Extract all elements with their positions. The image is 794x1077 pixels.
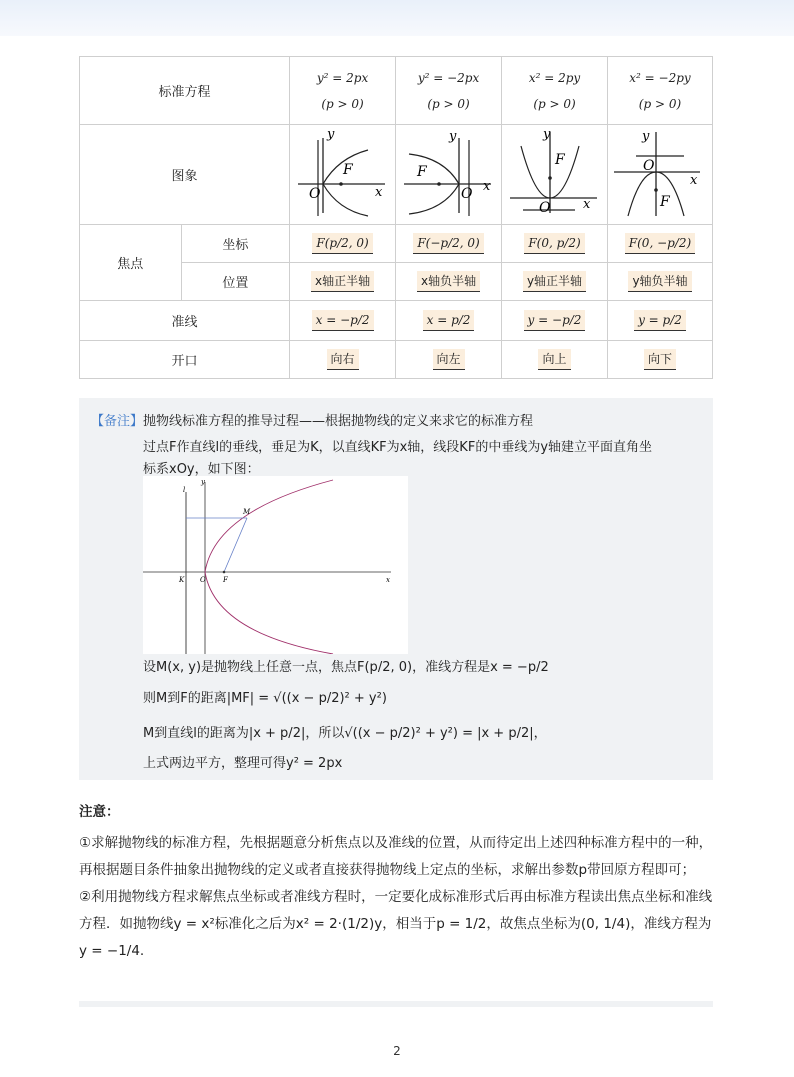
row-label-directrix: 准线 [80, 301, 290, 341]
table-row [80, 225, 713, 263]
cell-axis: x轴负半轴 [396, 263, 502, 301]
row-label-opening: 开口 [80, 341, 290, 379]
note-line: 过点F作直线l的垂线，垂足为K，以直线KF为x轴，线段KF的中垂线为y轴建立平面直角坐 [143, 440, 653, 455]
table-row [80, 125, 713, 225]
cell-focus: F(0, p/2) [502, 225, 608, 263]
cell-directrix: y = p/2 [607, 301, 712, 341]
cell-opening: 向右 [290, 341, 396, 379]
svg-text:l: l [183, 486, 186, 494]
note-line: 标系xOy，如下图： [143, 462, 260, 477]
derivation-graph [143, 476, 408, 654]
svg-text:y: y [326, 127, 334, 142]
cell-axis: x轴正半轴 [290, 263, 396, 301]
svg-text:x: x [374, 184, 382, 200]
cell-opening: 向左 [396, 341, 502, 379]
cell-directrix: x = p/2 [396, 301, 502, 341]
table-row [80, 57, 713, 125]
svg-text:x: x [582, 196, 590, 212]
header-band [0, 0, 794, 36]
svg-text:F: F [416, 163, 427, 180]
cell-focus: F(0, −p/2) [607, 225, 712, 263]
parabola-right-graph [293, 128, 393, 218]
note-line: 抛物线标准方程的推导过程——根据抛物线的定义来求它的标准方程 [143, 414, 534, 429]
svg-text:O: O [308, 185, 321, 202]
graph-left-opening [396, 125, 502, 225]
note-line: 则M到F的距离|MF| = √((x − p/2)² + y²) [143, 691, 387, 706]
note-line: 上式两边平方，整理可得y² = 2px [143, 756, 343, 771]
svg-text:x: x [689, 172, 698, 188]
svg-text:y: y [542, 127, 550, 142]
footer-band [79, 1001, 713, 1007]
row-label-standard-eq: 标准方程 [80, 57, 290, 125]
parabola-standard-table [79, 56, 713, 379]
cell-directrix: y = −p/2 [502, 301, 608, 341]
cell-eq: x² = 2py (p > 0) [502, 57, 608, 125]
cell-opening: 向下 [607, 341, 712, 379]
svg-text:O: O [460, 185, 473, 202]
note-line: M到直线l的距离为|x + p/2|，所以√((x − p/2)² + y²) = |x + p/2|， [143, 726, 547, 741]
svg-text:O: O [538, 199, 550, 216]
parabola-left-graph [399, 128, 499, 218]
cell-eq: y² = 2px (p > 0) [290, 57, 396, 125]
note-line: 设M(x, y)是抛物线上任意一点，焦点F(p/2, 0)，准线方程是x = −p/2 [143, 660, 549, 675]
row-label-position: 位置 [181, 263, 290, 301]
svg-text:O: O [200, 576, 206, 584]
svg-text:F: F [659, 193, 670, 210]
svg-text:x: x [386, 576, 390, 584]
cell-axis: y轴负半轴 [607, 263, 712, 301]
graph-right-opening [290, 125, 396, 225]
svg-text:F: F [223, 576, 228, 584]
row-label-graph: 图象 [80, 125, 290, 225]
cell-eq: x² = −2py (p > 0) [607, 57, 712, 125]
graph-down-opening [607, 125, 712, 225]
attention-paragraph: ②利用抛物线方程求解焦点坐标或者准线方程时，一定要化成标准形式后再由标准方程读出焦点坐标和准线方程．如抛物线y = x²标准化之后为x² = 2·(1/2)y，相当于p = 1/2，故焦点坐标为(0, 1/4)，准线方程为y = −1/4. [79, 889, 713, 959]
svg-text:O: O [642, 157, 655, 174]
attention-section [79, 800, 713, 965]
parabola-up-graph [505, 128, 605, 218]
svg-text:F: F [342, 161, 353, 178]
svg-text:y: y [448, 128, 456, 144]
attention-title: 注意： [79, 804, 120, 820]
table-row [80, 301, 713, 341]
svg-text:F: F [554, 151, 565, 168]
cell-directrix: x = −p/2 [290, 301, 396, 341]
cell-focus: F(−p/2, 0) [396, 225, 502, 263]
page-number: 2 [393, 1044, 401, 1058]
svg-text:y: y [641, 128, 650, 144]
row-label-focus: 焦点 [80, 225, 182, 301]
cell-opening: 向上 [502, 341, 608, 379]
svg-text:y: y [201, 478, 205, 486]
svg-text:x: x [482, 178, 490, 194]
table-row [80, 341, 713, 379]
parabola-down-graph [610, 128, 710, 218]
attention-paragraph: ①求解抛物线的标准方程，先根据题意分析焦点以及准线的位置，从而待定出上述四种标准方程中的一种，再根据题目条件抽象出抛物线的定义或者直接获得抛物线上定点的坐标，求解出参数p带回原方程即可； [79, 835, 713, 878]
svg-text:K: K [179, 576, 185, 584]
cell-eq: y² = −2px (p > 0) [396, 57, 502, 125]
note-tag: 【备注】 [91, 414, 144, 429]
cell-focus: F(p/2, 0) [290, 225, 396, 263]
row-label-coord: 坐标 [181, 225, 290, 263]
cell-axis: y轴正半轴 [502, 263, 608, 301]
graph-up-opening [502, 125, 608, 225]
svg-text:M: M [243, 508, 251, 516]
